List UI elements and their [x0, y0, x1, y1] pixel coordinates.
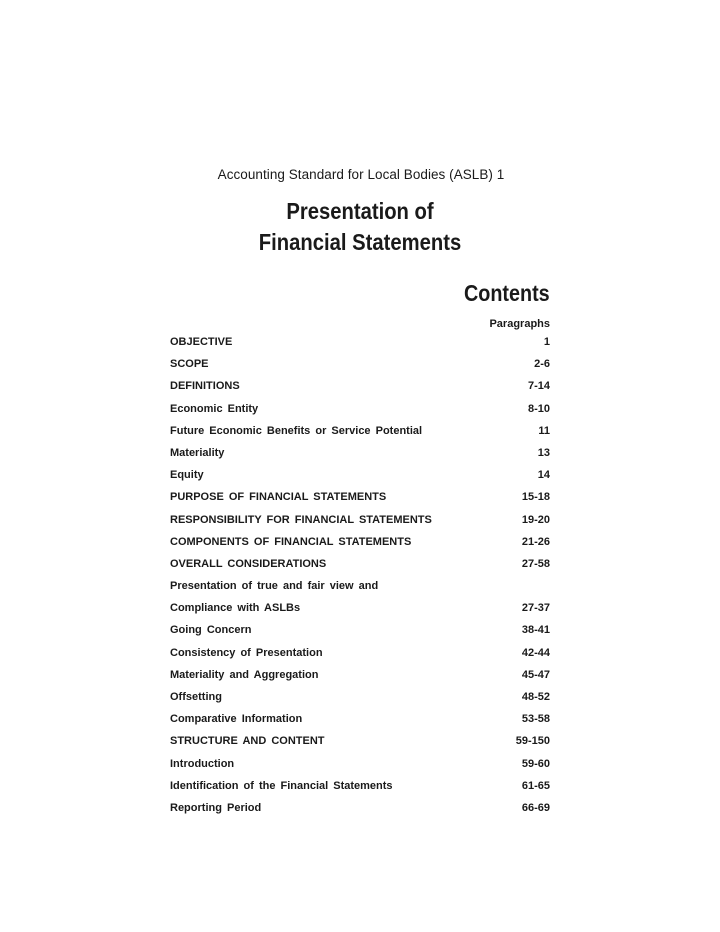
toc-entry-label: Presentation of true and fair view and — [170, 580, 379, 593]
toc-entry-label: SCOPE — [170, 358, 209, 371]
toc-entry — [170, 713, 550, 735]
toc-entry — [170, 735, 550, 757]
toc-entry-paragraphs: 59-150 — [515, 735, 550, 748]
toc-entry — [170, 691, 550, 713]
toc-entry — [170, 514, 550, 536]
toc-entry — [170, 647, 550, 669]
toc-entry-paragraphs: 59-60 — [521, 757, 550, 770]
standard-series-label — [0, 167, 720, 182]
toc-entry — [170, 403, 550, 425]
toc-entry-paragraphs: 27-37 — [521, 602, 550, 615]
page-title — [43, 196, 677, 258]
toc-entry-paragraphs: 38-41 — [521, 624, 550, 637]
toc-entry — [170, 425, 550, 447]
toc-entry-paragraphs: 19-20 — [521, 513, 550, 526]
toc-entry-label: RESPONSIBILITY FOR FINANCIAL STATEMENTS — [170, 513, 432, 526]
toc-entry-paragraphs: 48-52 — [521, 691, 550, 703]
toc-entry — [170, 558, 550, 580]
toc-entry — [170, 336, 550, 358]
toc-entry — [170, 780, 550, 802]
toc-entry-label: Materiality — [170, 446, 225, 459]
toc-entry — [170, 669, 550, 691]
toc-entry-paragraphs: 14 — [537, 469, 550, 482]
toc-entry-label: PURPOSE OF FINANCIAL STATEMENTS — [170, 491, 387, 504]
toc-entry-paragraphs: 61-65 — [521, 779, 550, 792]
toc-entry-label: Compliance with ASLBs — [170, 602, 301, 615]
toc-entry — [170, 624, 550, 646]
toc-entry — [170, 447, 550, 469]
toc-entry-label: Offsetting — [170, 691, 222, 703]
toc-entry-paragraphs: 45-47 — [521, 668, 550, 681]
toc-entry-label: Economic Entity — [170, 402, 259, 415]
toc-entry-paragraphs: 66-69 — [521, 801, 550, 814]
toc-entry-paragraphs: 8-10 — [527, 402, 550, 415]
toc-entry — [170, 358, 550, 380]
toc-entry-paragraphs: 21-26 — [521, 535, 550, 548]
toc-entry-paragraphs: 53-58 — [521, 713, 550, 726]
toc-entry — [170, 580, 550, 602]
toc-entry-paragraphs: 2-6 — [534, 358, 550, 371]
contents-heading: Contents — [464, 280, 550, 306]
toc-entry — [170, 536, 550, 558]
toc-entry-paragraphs: 27-58 — [521, 557, 550, 570]
toc-entry-label: Future Economic Benefits or Service Potential — [170, 424, 423, 437]
toc-entry-label: DEFINITIONS — [170, 380, 240, 393]
toc-entry-label: Going Concern — [170, 624, 252, 637]
toc-entry-paragraphs: 42-44 — [521, 646, 550, 659]
toc-entry-label: STRUCTURE AND CONTENT — [170, 735, 325, 748]
title-line-1: Presentation of — [286, 198, 434, 224]
paragraphs-column-header: Paragraphs — [489, 318, 550, 330]
toc-entry — [170, 380, 550, 402]
toc-entry-paragraphs: 11 — [538, 424, 550, 437]
toc-entry-label: OBJECTIVE — [170, 336, 233, 348]
table-of-contents — [170, 336, 550, 824]
title-line-2: Financial Statements — [258, 229, 462, 255]
toc-entry — [170, 491, 550, 513]
toc-entry — [170, 758, 550, 780]
standard-series-text: Accounting Standard for Local Bodies (ASLB) 1 — [217, 167, 505, 182]
toc-entry-label: Materiality and Aggregation — [170, 668, 319, 681]
toc-entry — [170, 602, 550, 624]
toc-entry-paragraphs: 15-18 — [521, 491, 550, 504]
toc-entry-label: Identification of the Financial Statements — [170, 779, 393, 792]
toc-entry-label: OVERALL CONSIDERATIONS — [170, 557, 327, 570]
toc-entry-label: Introduction — [170, 757, 235, 770]
toc-entry-label: Consistency of Presentation — [170, 646, 323, 659]
toc-entry-label: COMPONENTS OF FINANCIAL STATEMENTS — [170, 535, 412, 548]
toc-entry-paragraphs: 1 — [543, 336, 550, 348]
toc-entry — [170, 802, 550, 824]
toc-entry-label: Equity — [170, 469, 204, 482]
toc-entry-label: Comparative Information — [170, 713, 303, 726]
toc-entry-paragraphs: 7-14 — [527, 380, 550, 393]
toc-entry — [170, 469, 550, 491]
toc-entry-paragraphs: 13 — [537, 446, 550, 459]
toc-entry-label: Reporting Period — [170, 801, 262, 814]
